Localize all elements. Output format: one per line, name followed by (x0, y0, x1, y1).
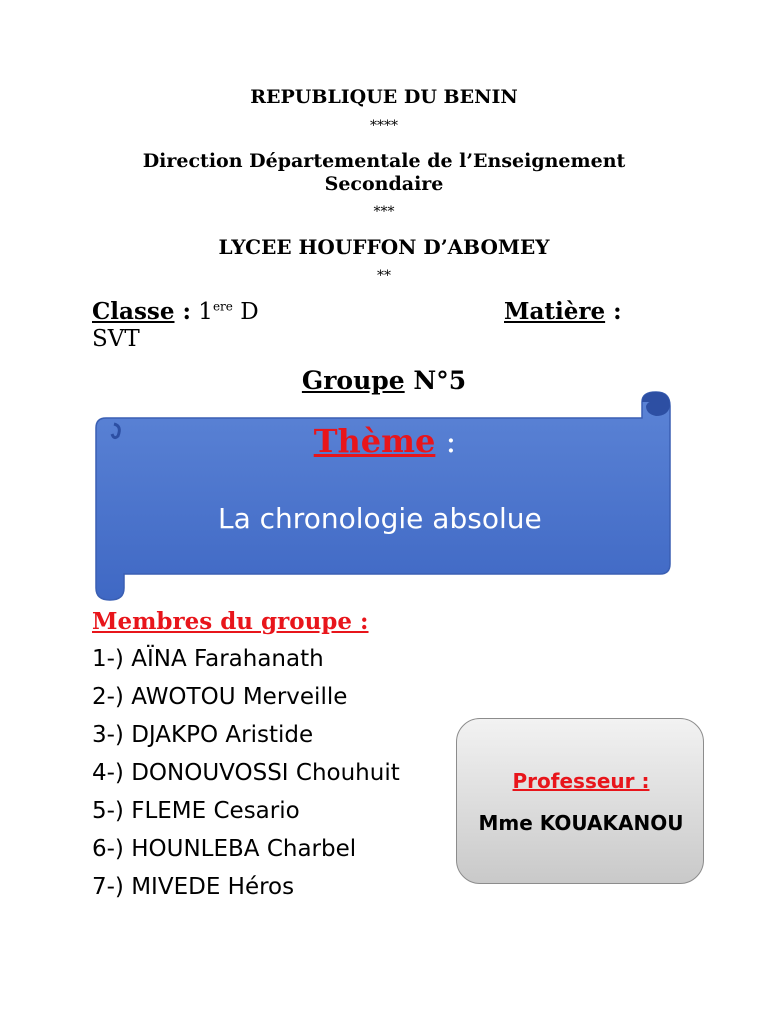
subject-line (504, 298, 622, 325)
list-item: 4-) DONOUVOSSI Chouhuit (92, 760, 400, 786)
theme-banner-scroll (90, 388, 680, 604)
list-item: 3-) DJAKPO Aristide (92, 722, 314, 748)
professor-box (456, 718, 704, 884)
theme-subject: La chronologie absolue (218, 502, 542, 535)
direction-line-2: Secondaire (324, 173, 444, 195)
theme-label: Thème (313, 422, 436, 460)
separator-stars-2: *** (373, 204, 395, 220)
professor-name: Mme KOUAKANOU (478, 811, 684, 835)
subject-colon: : (605, 298, 622, 325)
subject-label: Matière (504, 298, 606, 325)
theme-heading (90, 422, 680, 460)
class-suffix: D (232, 299, 259, 325)
class-value: 1 (190, 299, 213, 325)
members-title: Membres du groupe : (92, 608, 369, 635)
list-item: 2-) AWOTOU Merveille (92, 684, 348, 710)
direction-line-1: Direction Départementale de l’Enseignement (142, 150, 626, 172)
professor-title: Professeur : (512, 769, 650, 793)
subject-value: SVT (92, 326, 140, 352)
separator-stars-1: **** (370, 118, 398, 134)
school-name: LYCEE HOUFFON D’ABOMEY (218, 235, 550, 259)
separator-stars-3: ** (377, 268, 391, 284)
list-item: 1-) AÏNA Farahanath (92, 646, 324, 672)
list-item: 6-) HOUNLEBA Charbel (92, 836, 357, 862)
list-item: 7-) MIVEDE Héros (92, 874, 295, 900)
class-label: Classe (92, 298, 175, 325)
list-item: 5-) FLEME Cesario (92, 798, 300, 824)
group-label: Groupe (301, 366, 405, 395)
class-line (92, 298, 259, 325)
class-colon: : (174, 298, 191, 325)
country-heading: REPUBLIQUE DU BENIN (250, 86, 518, 108)
group-number: N°5 (404, 366, 467, 395)
theme-colon: : (435, 422, 457, 460)
class-superscript: ere (212, 299, 233, 314)
